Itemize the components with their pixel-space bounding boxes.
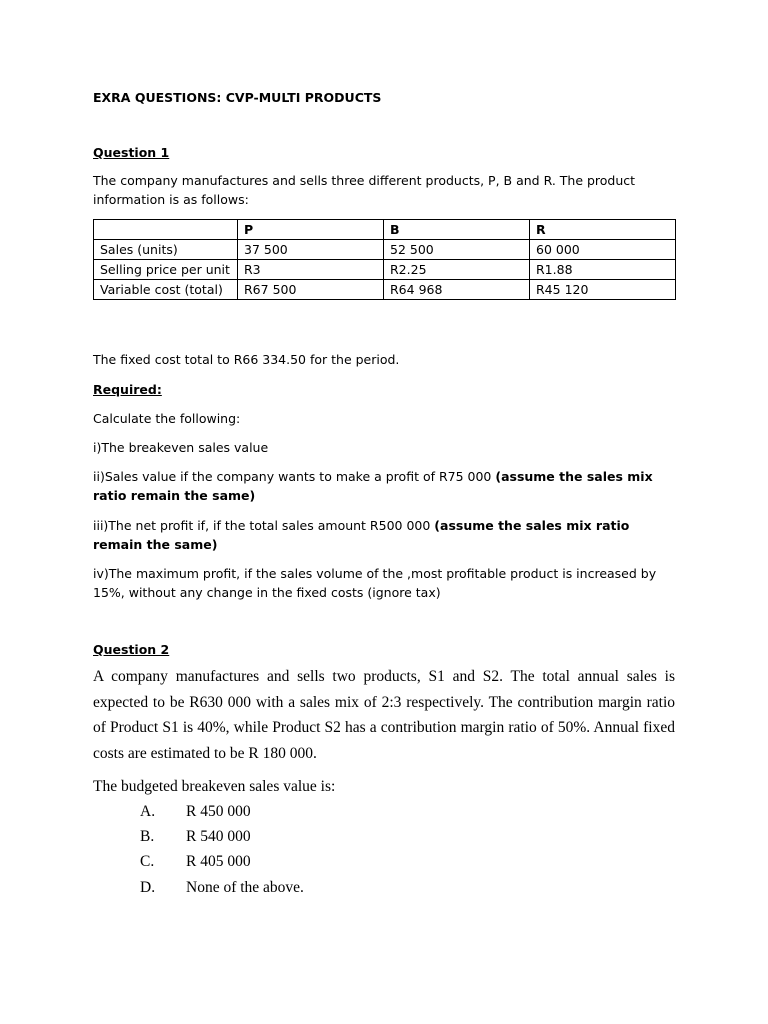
question-2-prompt: The budgeted breakeven sales value is: xyxy=(93,778,336,795)
option-letter: B. xyxy=(140,828,155,845)
item-ii-bold: (assume the sales mix ratio remain the same) xyxy=(93,469,653,503)
table-cell: R45 120 xyxy=(530,280,676,300)
item-iv: iv)The maximum profit, if the sales volume of the ,most profitable product is increased by 15%, without any change in the fixed costs (ignore tax) xyxy=(93,566,657,600)
item-ii xyxy=(93,467,673,505)
option-text: R 540 000 xyxy=(186,828,251,845)
table-cell: R2.25 xyxy=(384,260,530,280)
option-text: R 405 000 xyxy=(186,853,251,870)
option-text: R 450 000 xyxy=(186,803,251,820)
table-cell: 37 500 xyxy=(238,240,384,260)
table-cell: 60 000 xyxy=(530,240,676,260)
question-1-heading: Question 1 xyxy=(93,145,170,160)
table-cell: Selling price per unit xyxy=(94,260,238,280)
table-header-cell: R xyxy=(530,220,676,240)
table-cell: 52 500 xyxy=(384,240,530,260)
table-header-row xyxy=(94,220,676,240)
option-text: None of the above. xyxy=(186,879,304,896)
item-ii-text: ii)Sales value if the company wants to make a profit of R75 000 xyxy=(93,469,496,484)
page-title: EXRA QUESTIONS: CVP-MULTI PRODUCTS xyxy=(93,90,382,105)
table-header-cell: B xyxy=(384,220,530,240)
option-letter: C. xyxy=(140,853,155,870)
item-iii xyxy=(93,516,673,554)
product-info-table xyxy=(93,219,676,300)
item-iii-bold: (assume the sales mix ratio remain the same) xyxy=(93,518,630,552)
question-2-body: A company manufactures and sells two products, S1 and S2. The total annual sales is expected to be R630 000 with a sales mix of 2:3 respectively. The contribution margin ratio of Product S1 is 40%, while Product S2 has a contribution margin ratio of 50%. Annual fixed costs are estimated to be R 180 000. xyxy=(93,668,675,762)
table-header-cell: P xyxy=(238,220,384,240)
table-row xyxy=(94,280,676,300)
calculate-text: Calculate the following: xyxy=(93,411,241,426)
table-cell: R3 xyxy=(238,260,384,280)
question-1-intro: The company manufactures and sells three different products, P, B and R. The product information is as follows: xyxy=(93,173,636,207)
table-header-cell xyxy=(94,220,238,240)
table-cell: Variable cost (total) xyxy=(94,280,238,300)
option-letter: D. xyxy=(140,879,156,896)
table-cell: R64 968 xyxy=(384,280,530,300)
table-cell: R1.88 xyxy=(530,260,676,280)
table-cell: R67 500 xyxy=(238,280,384,300)
fixed-cost-text: The fixed cost total to R66 334.50 for the period. xyxy=(93,352,400,367)
item-i: i)The breakeven sales value xyxy=(93,440,269,455)
required-heading: Required: xyxy=(93,382,162,397)
table-row xyxy=(94,260,676,280)
question-2-heading: Question 2 xyxy=(93,642,170,657)
item-iii-text: iii)The net profit if, if the total sales amount R500 000 xyxy=(93,518,435,533)
table-cell: Sales (units) xyxy=(94,240,238,260)
table-row xyxy=(94,240,676,260)
option-letter: A. xyxy=(140,803,156,820)
